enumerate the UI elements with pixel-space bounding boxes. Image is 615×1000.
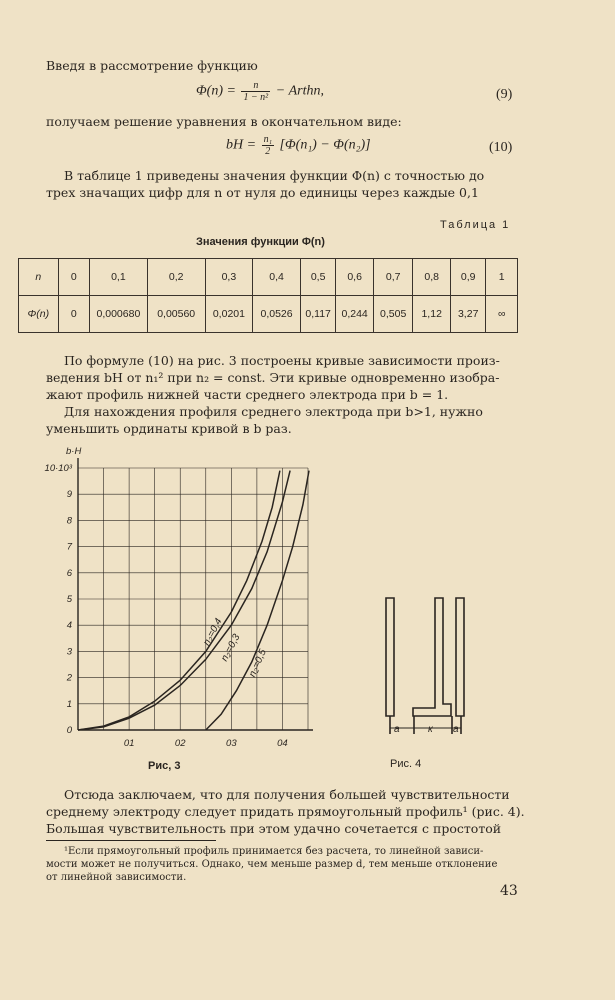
table-cell: 0,7 bbox=[373, 259, 413, 296]
table-cell: 0,244 bbox=[336, 296, 374, 333]
table-cell: 0,4 bbox=[253, 259, 301, 296]
table-cell: 0,00560 bbox=[147, 296, 205, 333]
para3-line1: Для нахождения профиля среднего электрода при b>1, нужно bbox=[64, 404, 483, 419]
y-tick-label: 1 bbox=[66, 698, 72, 710]
para1-line1: В таблице 1 приведены значения функции Φ(n) с точностью до bbox=[64, 168, 485, 183]
figure-4-diagram bbox=[378, 592, 478, 742]
label-a-left: a bbox=[394, 724, 400, 735]
series-line-2 bbox=[206, 471, 309, 730]
table-cell: 0,9 bbox=[450, 259, 485, 296]
table-cell: 0,505 bbox=[373, 296, 413, 333]
para4-line2: среднему электроду следует придать прямоугольный профиль¹ (рис. 4). bbox=[46, 804, 525, 819]
table-cell: 0,000680 bbox=[89, 296, 147, 333]
table-row-phi bbox=[19, 296, 518, 333]
table-cell: 0,6 bbox=[336, 259, 374, 296]
figure-4-caption: Рис. 4 bbox=[390, 758, 422, 770]
table-cell: n bbox=[19, 259, 59, 296]
x-tick-label: 01 bbox=[123, 738, 135, 749]
footnote-divider bbox=[46, 840, 216, 841]
eq10-lhs: bH = bbox=[226, 137, 257, 153]
table-cell: 0,3 bbox=[205, 259, 253, 296]
para4-line3: Большая чувствительность при этом удачно сочетается с простотой bbox=[46, 821, 502, 836]
equation-9-number: (9) bbox=[496, 87, 513, 102]
eq9-fraction bbox=[241, 80, 270, 103]
y-tick-label: 10·10³ bbox=[44, 463, 72, 474]
y-axis-label: b·H bbox=[66, 446, 82, 457]
right-electrode bbox=[456, 598, 464, 716]
table-cell: 0,0526 bbox=[253, 296, 301, 333]
table-cell: 0,0201 bbox=[205, 296, 253, 333]
y-tick-label: 6 bbox=[66, 567, 72, 579]
footnote-line1: ¹Если прямоугольный профиль принимается без расчета, то линейной зависи- bbox=[64, 846, 484, 857]
table-label: Таблица 1 bbox=[440, 219, 511, 231]
table-row-n bbox=[19, 259, 518, 296]
left-electrode bbox=[386, 598, 394, 716]
table-cell: Φ(n) bbox=[19, 296, 59, 333]
para2-line3: жают профиль нижней части среднего электрода при b = 1. bbox=[46, 387, 449, 402]
eq9-denominator: 1 − n² bbox=[243, 92, 269, 103]
figure-3-caption: Рис, 3 bbox=[148, 760, 181, 772]
label-k: к bbox=[428, 724, 433, 735]
y-tick-label: 7 bbox=[66, 541, 72, 553]
para2-line1: По формуле (10) на рис. 3 построены кривые зависимости произ- bbox=[64, 353, 500, 368]
para1-line2: трех значащих цифр для n от нуля до единицы через каждые 0,1 bbox=[46, 185, 479, 200]
table-cell: 0 bbox=[58, 296, 89, 333]
table-cell: 0,8 bbox=[413, 259, 451, 296]
solution-text: получаем решение уравнения в окончательном виде: bbox=[46, 114, 402, 129]
table-cell: 0,5 bbox=[300, 259, 335, 296]
values-table bbox=[18, 258, 518, 333]
table-title: Значения функции Φ(n) bbox=[196, 236, 325, 248]
equation-9 bbox=[196, 80, 324, 103]
table-cell: 0,1 bbox=[89, 259, 147, 296]
eq10-numerator: n₁ bbox=[263, 134, 273, 145]
table-cell: 1,12 bbox=[413, 296, 451, 333]
eq10-fraction bbox=[262, 134, 274, 157]
middle-electrode bbox=[413, 598, 451, 716]
y-tick-label: 8 bbox=[66, 515, 72, 527]
y-tick-label: 5 bbox=[66, 594, 72, 605]
footnote-line2: мости может не получиться. Однако, чем меньше размер d, тем меньше отклонение bbox=[46, 859, 498, 870]
para2-line2: ведения bH от n₁² при n₂ = const. Эти кривые одновременно изобра- bbox=[46, 370, 500, 385]
series-line-0 bbox=[78, 471, 280, 730]
table-cell: 3,27 bbox=[450, 296, 485, 333]
table-cell: 0,117 bbox=[300, 296, 335, 333]
y-tick-label: 0 bbox=[66, 725, 72, 736]
y-tick-label: 3 bbox=[66, 646, 72, 658]
equation-10 bbox=[226, 134, 371, 157]
table-cell: 0,2 bbox=[147, 259, 205, 296]
table-cell: 0 bbox=[58, 259, 89, 296]
series-label: n₂=0,5 bbox=[247, 647, 269, 679]
eq9-lhs: Φ(n) = bbox=[196, 83, 236, 99]
para4-line1: Отсюда заключаем, что для получения большей чувствительности bbox=[64, 787, 510, 802]
footnote-line3: от линейной зависимости. bbox=[46, 872, 187, 883]
eq10-denominator: 2 bbox=[265, 146, 271, 157]
series-line-1 bbox=[78, 471, 290, 730]
figure-3-chart bbox=[38, 440, 338, 760]
x-tick-label: 02 bbox=[174, 738, 186, 749]
page-number: 43 bbox=[500, 883, 518, 899]
y-tick-label: 4 bbox=[66, 620, 72, 632]
eq9-rest: − Arthn, bbox=[275, 83, 325, 99]
eq10-rest: [Φ(n₁) − Φ(n₂)] bbox=[279, 137, 371, 153]
x-tick-label: 04 bbox=[277, 738, 288, 749]
eq9-numerator: n bbox=[241, 80, 270, 92]
table-cell: 1 bbox=[486, 259, 518, 296]
intro-text: Введя в рассмотрение функцию bbox=[46, 58, 258, 73]
table-cell: ∞ bbox=[486, 296, 518, 333]
series-label: n₂=0,3 bbox=[219, 632, 243, 664]
equation-10-number: (10) bbox=[489, 140, 513, 155]
y-tick-label: 9 bbox=[66, 489, 72, 501]
y-tick-label: 2 bbox=[66, 672, 72, 684]
para3-line2: уменьшить ординаты кривой в b раз. bbox=[46, 421, 292, 436]
x-tick-label: 03 bbox=[226, 738, 237, 749]
series-label: n₂=0,4 bbox=[201, 616, 225, 648]
label-a-right: a bbox=[453, 724, 459, 735]
